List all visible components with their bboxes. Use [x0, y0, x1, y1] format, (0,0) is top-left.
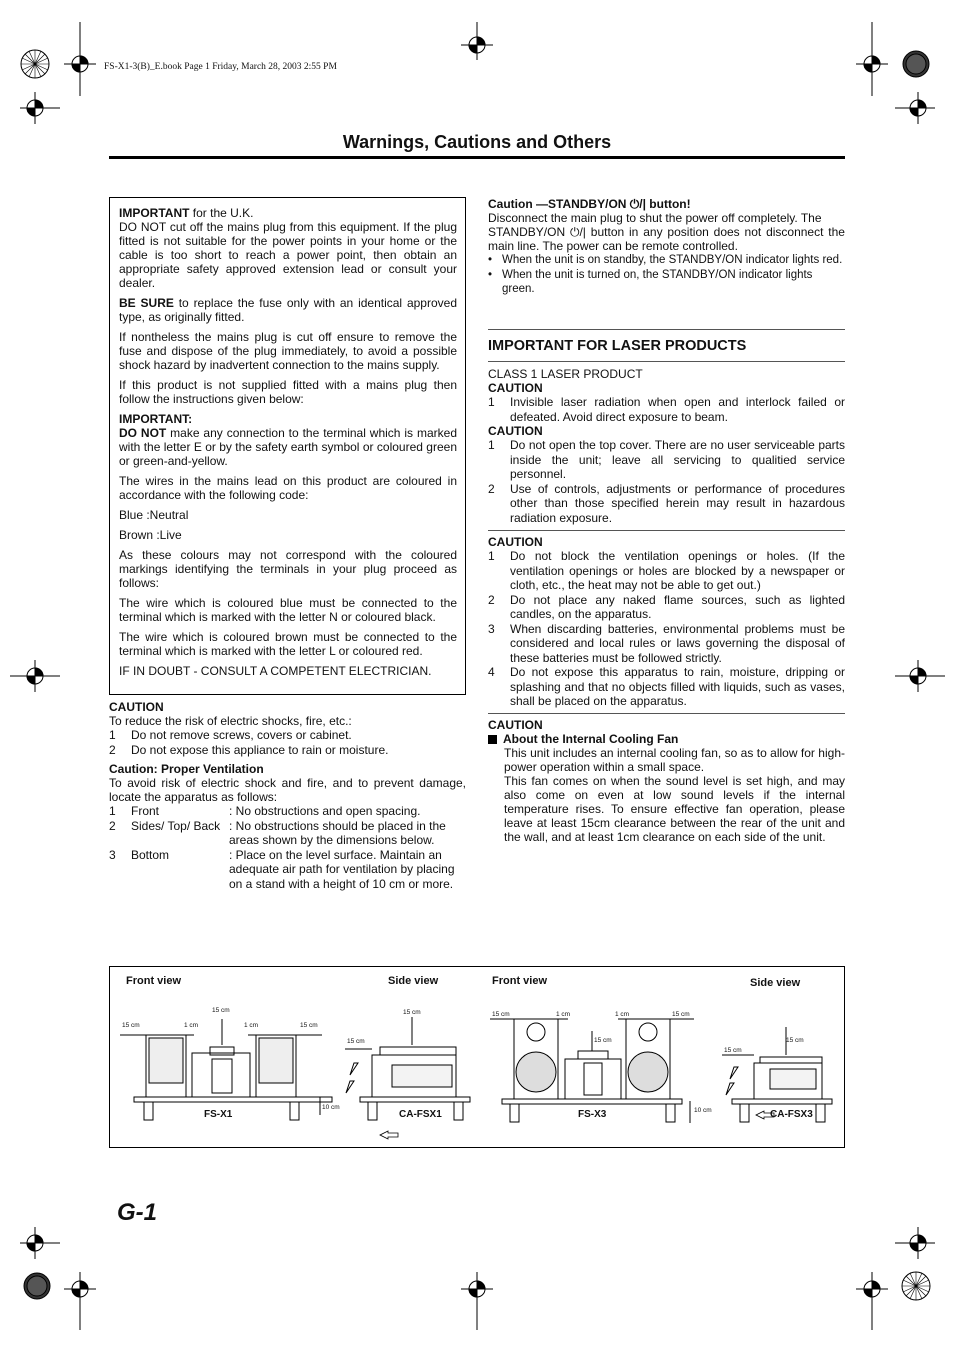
model-label: CA-FSX1 [399, 1109, 442, 1120]
title-rule [109, 156, 845, 159]
dim-label: 1 cm [244, 1022, 259, 1029]
list-item: 2 Do not place any naked flame sources, such as lighted candles, on the apparatus. [488, 592, 845, 621]
side-view-label: Side view [388, 975, 439, 987]
ventilation-intro: To avoid risk of electric shock and fire, and to prevent damage, locate the apparatus as follows: [109, 776, 466, 804]
diagram-drawing [110, 967, 844, 1147]
page-number: G-1 [117, 1199, 158, 1226]
crosshair-icon [10, 660, 60, 692]
divider [488, 530, 845, 531]
crosshair-icon [895, 660, 945, 692]
list-item: 4 Do not expose this apparatus to rain, moisture, dripping or splashing and that no objects filled with liquids, such as vases, shall be placed on the apparatus. [488, 665, 845, 708]
uk-para-12: IF IN DOUBT - CONSULT A COMPETENT ELECTRICIAN. [119, 664, 432, 678]
caution-fan [488, 718, 845, 844]
uk-important-head: IMPORTANT: [119, 412, 193, 426]
uk-para-6: The wires in the mains lead on this product are coloured in accordance with the following code: [119, 474, 457, 502]
standby-heading: Caution —STANDBY/ON ⏻/| button! [488, 197, 691, 211]
uk-para-4: If this product is not supplied fitted with a mains plug then follow the instructions given below: [119, 378, 457, 406]
list-item: 1 Do not open the top cover. There are no user serviceable parts inside the unit; leave all servicing to qualitied service personnel. [488, 438, 845, 481]
crosshair-icon [64, 1272, 96, 1330]
uk-para-5: make any connection to the terminal which is marked with the letter E or by the safety earth symbol or coloured green or green-and-yellow. [119, 426, 457, 468]
dim-label: 1 cm [556, 1011, 571, 1018]
color-dot-icon [903, 51, 929, 77]
caution-fan-p1: This unit includes an internal cooling fan, so as to allow for high-power operation within a small space. [504, 746, 845, 774]
dim-label: 15 cm [672, 1011, 690, 1018]
color-dot-icon [24, 1273, 50, 1299]
ventilation-diagram [109, 966, 845, 1148]
list-item: 2 Sides/ Top/ Back : No obstructions should be placed in the areas shown by the dimensions below. [109, 818, 446, 847]
uk-para-11: The wire which is coloured brown must be connected to the terminal which is marked with the letter L or coloured red. [119, 630, 457, 658]
crosshair-icon [856, 22, 888, 96]
file-header: FS-X1-3(B)_E.book Page 1 Friday, March 28, 2003 2:55 PM [104, 62, 337, 72]
crosshair-icon [20, 92, 60, 124]
square-bullet-icon [488, 735, 497, 744]
list-item: 1 Front : No obstructions and open spacing. [109, 804, 421, 818]
standby-line-2: STANDBY/ON ⏻/| button in any position does not disconnect the main line. The power can be remote controlled. [488, 225, 845, 253]
list-item: 1 Do not remove screws, covers or cabinet. [109, 728, 352, 742]
dim-label: 15 cm [403, 1009, 421, 1016]
caution-left [109, 700, 466, 891]
caution-fan-p2: This fan comes on when the sound level is set high, and may also come on even at low sound levels if the internal temperature rises. To ensure effective fan operation, please leave at least 15cm clearance between the rear of the unit and the wall, and at least 1cm clearance on each side of the unit. [504, 774, 845, 844]
dim-label: 1 cm [615, 1011, 630, 1018]
laser-caution-2-head: CAUTION [488, 424, 543, 438]
uk-para-10: The wire which is coloured blue must be connected to the terminal which is marked with the letter N or coloured black. [119, 596, 457, 624]
list-item: • When the unit is turned on, the STANDBY/ON indicator lights green. [488, 268, 813, 295]
crosshair-icon [461, 1272, 493, 1330]
dim-label: 10 cm [322, 1104, 340, 1111]
model-label: CA-FSX3 [770, 1109, 813, 1120]
laser-section [488, 367, 845, 525]
list-item: 2 Use of controls, adjustments or performance of procedures other than those specified herein may result in hazardous radiation exposure. [488, 481, 845, 525]
list-item: 1 Do not block the ventilation openings or holes. (If the ventilation openings or holes are blocked by a newspaper or cloth, etc., the heat may not be able to get out.) [488, 549, 845, 592]
page-title: Warnings, Cautions and Others [342, 132, 612, 152]
uk-para-1: DO NOT cut off the mains plug from this equipment. If the plug fitted is not suitable for the power points in your home or the cable is too short to reach a power point, then obtain an appropriate safety approved extension lead or consult your dealer. [119, 220, 457, 290]
laser-caution-1-head: CAUTION [488, 381, 543, 395]
front-view-label: Front view [126, 975, 182, 987]
rosette-icon [902, 1272, 930, 1300]
crosshair-icon [895, 1227, 935, 1259]
uk-para-2: to replace the fuse only with an identical approved type, as originally fitted. [119, 296, 457, 324]
crosshair-icon [20, 1227, 60, 1259]
power-icon: ⏻/| [629, 197, 646, 211]
caution-left-heading: CAUTION [109, 700, 164, 714]
ventilation-heading: Caution: Proper Ventilation [109, 762, 264, 776]
ca-fsx1-side-drawing [320, 1017, 470, 1120]
crosshair-icon [856, 1272, 888, 1330]
dim-label: 15 cm [212, 1007, 230, 1014]
model-label: FS-X3 [578, 1109, 607, 1120]
crosshair-icon [64, 22, 96, 96]
dim-label: 15 cm [594, 1037, 612, 1044]
divider [488, 713, 845, 714]
front-view-label: Front view [492, 975, 548, 987]
dim-label: 15 cm [786, 1037, 804, 1044]
caution-fan-sub: About the Internal Cooling Fan [488, 732, 845, 746]
uk-label: IMPORTANT [119, 206, 190, 220]
crosshair-icon [461, 22, 493, 60]
dim-label: 15 cm [122, 1022, 140, 1029]
rosette-icon [21, 50, 49, 78]
standby-line-1: Disconnect the main plug to shut the power off completely. The [488, 211, 822, 225]
crosshair-icon [895, 92, 935, 124]
dim-label: 1 cm [184, 1022, 199, 1029]
caution-fan-head: CAUTION [488, 718, 543, 732]
dim-label: 10 cm [694, 1107, 712, 1114]
caution-left-intro: To reduce the risk of electric shocks, fire, etc.: [109, 714, 352, 728]
arrow-left-icon [380, 1131, 398, 1139]
divider [488, 329, 845, 330]
dim-label: 15 cm [300, 1022, 318, 1029]
dim-label: 15 cm [724, 1047, 742, 1054]
uk-para-3: If nontheless the mains plug is cut off ensure to remove the fuse and dispose of the plug immediately, to avoid a possible shock hazard by inadvertent connection to the mains supply. [119, 330, 457, 372]
uk-para-8: Brown :Live [119, 528, 182, 542]
laser-heading: IMPORTANT FOR LASER PRODUCTS [488, 338, 747, 354]
fs-x3-front-drawing [490, 1019, 694, 1123]
list-item: 2 Do not expose this appliance to rain or moisture. [109, 742, 389, 757]
dim-label: 15 cm [347, 1038, 365, 1045]
list-item: • When the unit is on standby, the STANDBY/ON indicator lights red. [488, 254, 843, 266]
power-icon: ⏻/| [569, 225, 586, 239]
fs-x1-front-drawing [120, 1019, 332, 1120]
list-item: 3 When discarding batteries, environmental problems must be considered and local rules or laws governing the disposal of these batteries must be followed strictly. [488, 621, 845, 665]
dim-label: 15 cm [492, 1011, 510, 1018]
list-item: 1 Invisible laser radiation when open and interlock failed or defeated. Avoid direct exposure to beam. [488, 395, 845, 424]
divider [488, 361, 845, 362]
model-label: FS-X1 [204, 1109, 233, 1120]
list-item: 3 Bottom : Place on the level surface. Maintain an adequate air path for ventilation by placing on a stand with a height of 10 cm or more. [109, 847, 455, 891]
laser-class: CLASS 1 LASER PRODUCT [488, 367, 643, 381]
right-column [488, 197, 845, 297]
caution-right-2 [488, 535, 845, 709]
caution-r2-head: CAUTION [488, 535, 543, 549]
uk-important-box: IMPORTANT for the U.K. DO NOT cut off the mains plug from this equipment. If the plug fitted is not suitable for the power points in your home or the cable is too short to reach a power point, then obtain an appropriate safety approved extension lead or consult your dealer. BE SURE to replace the fuse only with an identical approved type, as originally fitted. If nontheless the mains plug is cut off ensure to remove the fuse and dispose of the plug immediately, to avoid a possible shock hazard by inadvertent connection to the mains supply. If this product is not supplied fitted with a mains plug then follow the instructions given below: IMPORTANT: DO NOT make any connection to the terminal which is marked with the letter E or by the safety earth symbol or coloured green or green-and-yellow. The wires in the mains lead on this product are coloured in accordance with the following code: Blue :Neutral Brown :Live As these colours may not correspond with the coloured markings identifying the terminals in your plug proceed as follows: The wire which is coloured blue must be connected to the terminal which is marked with the letter N or coloured black. The wire which is coloured brown must be connected to the terminal which is marked with the letter L or coloured red. IF IN DOUBT - CONSULT A COMPETENT ELECTRICIAN. [109, 197, 466, 695]
uk-para-7: Blue :Neutral [119, 508, 189, 522]
uk-para-9: As these colours may not correspond with the coloured markings identifying the terminals in your plug proceed as follows: [119, 548, 457, 590]
side-view-label: Side view [750, 977, 801, 989]
ca-fsx3-side-drawing [722, 1027, 832, 1122]
